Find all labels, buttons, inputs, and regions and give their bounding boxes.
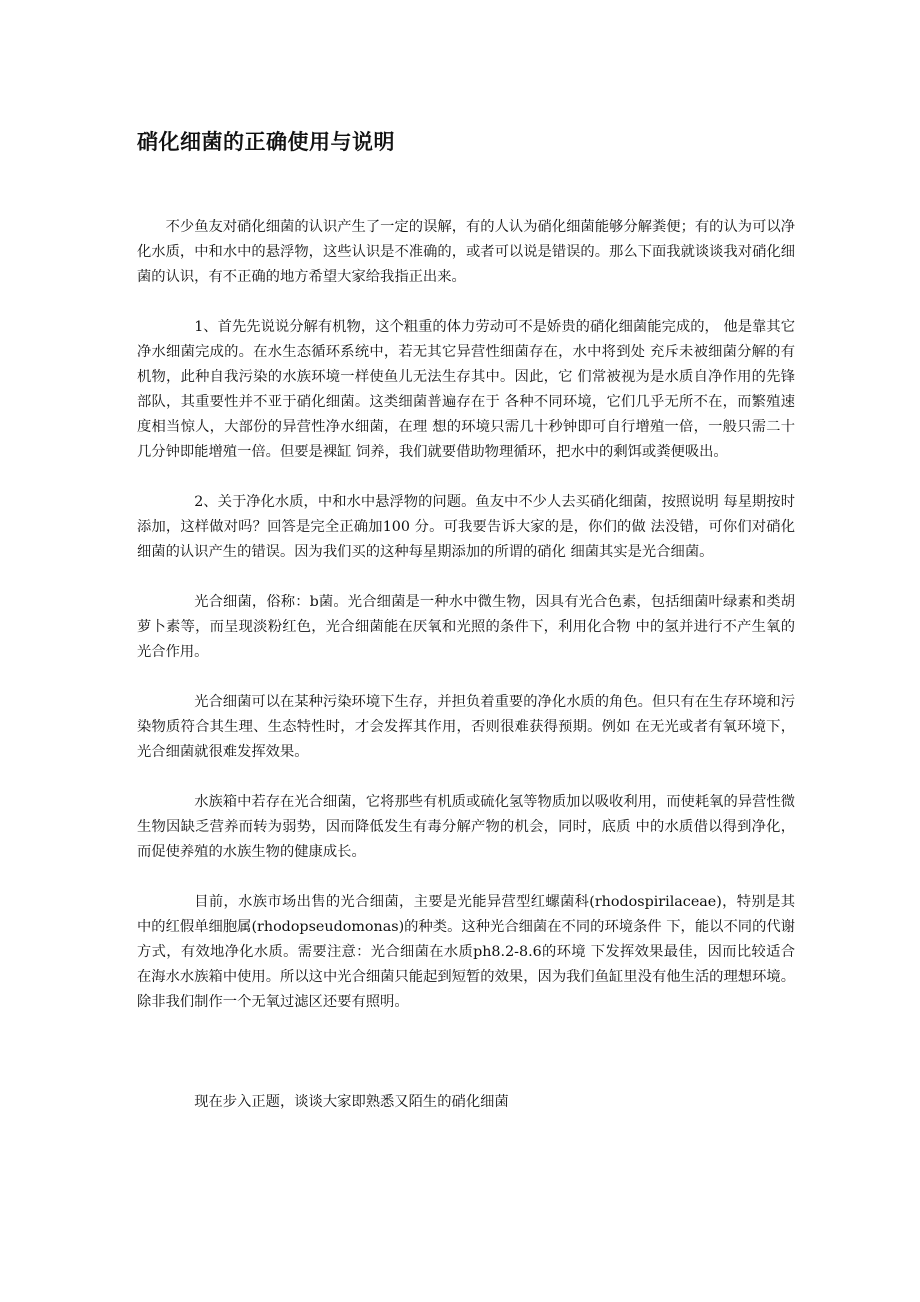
paragraph-decompose-organics: 1、首先先说说分解有机物，这个粗重的体力劳动可不是娇贵的硝化细菌能完成的， 他是靠其它净水细菌完成的。在水生态循环系统中，若无其它异营性细菌存在，水中将到处 充斥未被细菌分解的有机物，此种自我污染的水族环境一样使鱼儿无法生存其中。因此，它 们常被视为是水质自净作用的先锋部队，其重要性并不亚于硝化细菌。这类细菌普遍存在于 各种不同环境，它们几乎无所不在，而繁殖速度相当惊人，大部份的异营性净水细菌，在理 想的环境只需几十秒钟即可自行增殖一倍，一般只需二十几分钟即能增殖一倍。但要是裸缸 饲养，我们就要借助物理循环，把水中的剩饵或粪便吸出。 bbox=[137, 319, 795, 460]
document-body bbox=[137, 215, 795, 1115]
paragraph-intro: 不少鱼友对硝化细菌的认识产生了一定的误解，有的人认为硝化细菌能够分解粪便；有的认为可以净化水质，中和水中的悬浮物，这些认识是不准确的，或者可以说是错误的。那么下面我就谈谈我对硝化细菌的认识，有不正确的地方希望大家给我指正出来。 bbox=[137, 219, 795, 285]
paragraph-photosynthetic-bacteria: 光合细菌，俗称：b菌。光合细菌是一种水中微生物，因具有光合色素，包括细菌叶绿素和类胡萝卜素等，而呈现淡粉红色，光合细菌能在厌氧和光照的条件下，利用化合物 中的氢并进行不产生氧的光合作用。 bbox=[137, 594, 795, 660]
document-title: 硝化细菌的正确使用与说明 bbox=[137, 130, 395, 154]
paragraph-aquarium-effect: 水族箱中若存在光合细菌，它将那些有机质或硫化氢等物质加以吸收利用，而使耗氧的异营性微生物因缺乏营养而转为弱势，因而降低发生有毒分解产物的机会，同时，底质 中的水质借以得到净化，而促使养殖的水族生物的健康成长。 bbox=[137, 794, 795, 860]
paragraph-market-products: 目前，水族市场出售的光合细菌，主要是光能异营型红螺菌科(rhodospirilaceae)，特别是其中的红假单细胞属(rhodopseudomonas)的种类。这种光合细菌在不同的环境条件 下，能以不同的代谢方式，有效地净化水质。需要注意：光合细菌在水质ph8.2-8.6的环境 下发挥效果最佳，因而比较适合在海水水族箱中使用。所以这中光合细菌只能起到短暂的效果，因为我们鱼缸里没有他生活的理想环境。除非我们制作一个无氧过滤区还要有照明。 bbox=[137, 894, 795, 1010]
paragraph-transition: 现在步入正题，谈谈大家即熟悉又陌生的硝化细菌 bbox=[194, 1094, 509, 1110]
paragraph-purify-water: 2、关于净化水质，中和水中悬浮物的问题。鱼友中不少人去买硝化细菌，按照说明 每星期按时添加，这样做对吗？回答是完全正确加100 分。可我要告诉大家的是，你们的做 法没错，可你们对硝化细菌的认识产生的错误。因为我们买的这种每星期添加的所谓的硝化 细菌其实是光合细菌。 bbox=[137, 494, 795, 560]
paragraph-survival-environment: 光合细菌可以在某种污染环境下生存，并担负着重要的净化水质的角色。但只有在生存环境和污染物质符合其生理、生态特性时，才会发挥其作用，否则很难获得预期。例如 在无光或者有氧环境下，光合细菌就很难发挥效果。 bbox=[137, 694, 795, 760]
